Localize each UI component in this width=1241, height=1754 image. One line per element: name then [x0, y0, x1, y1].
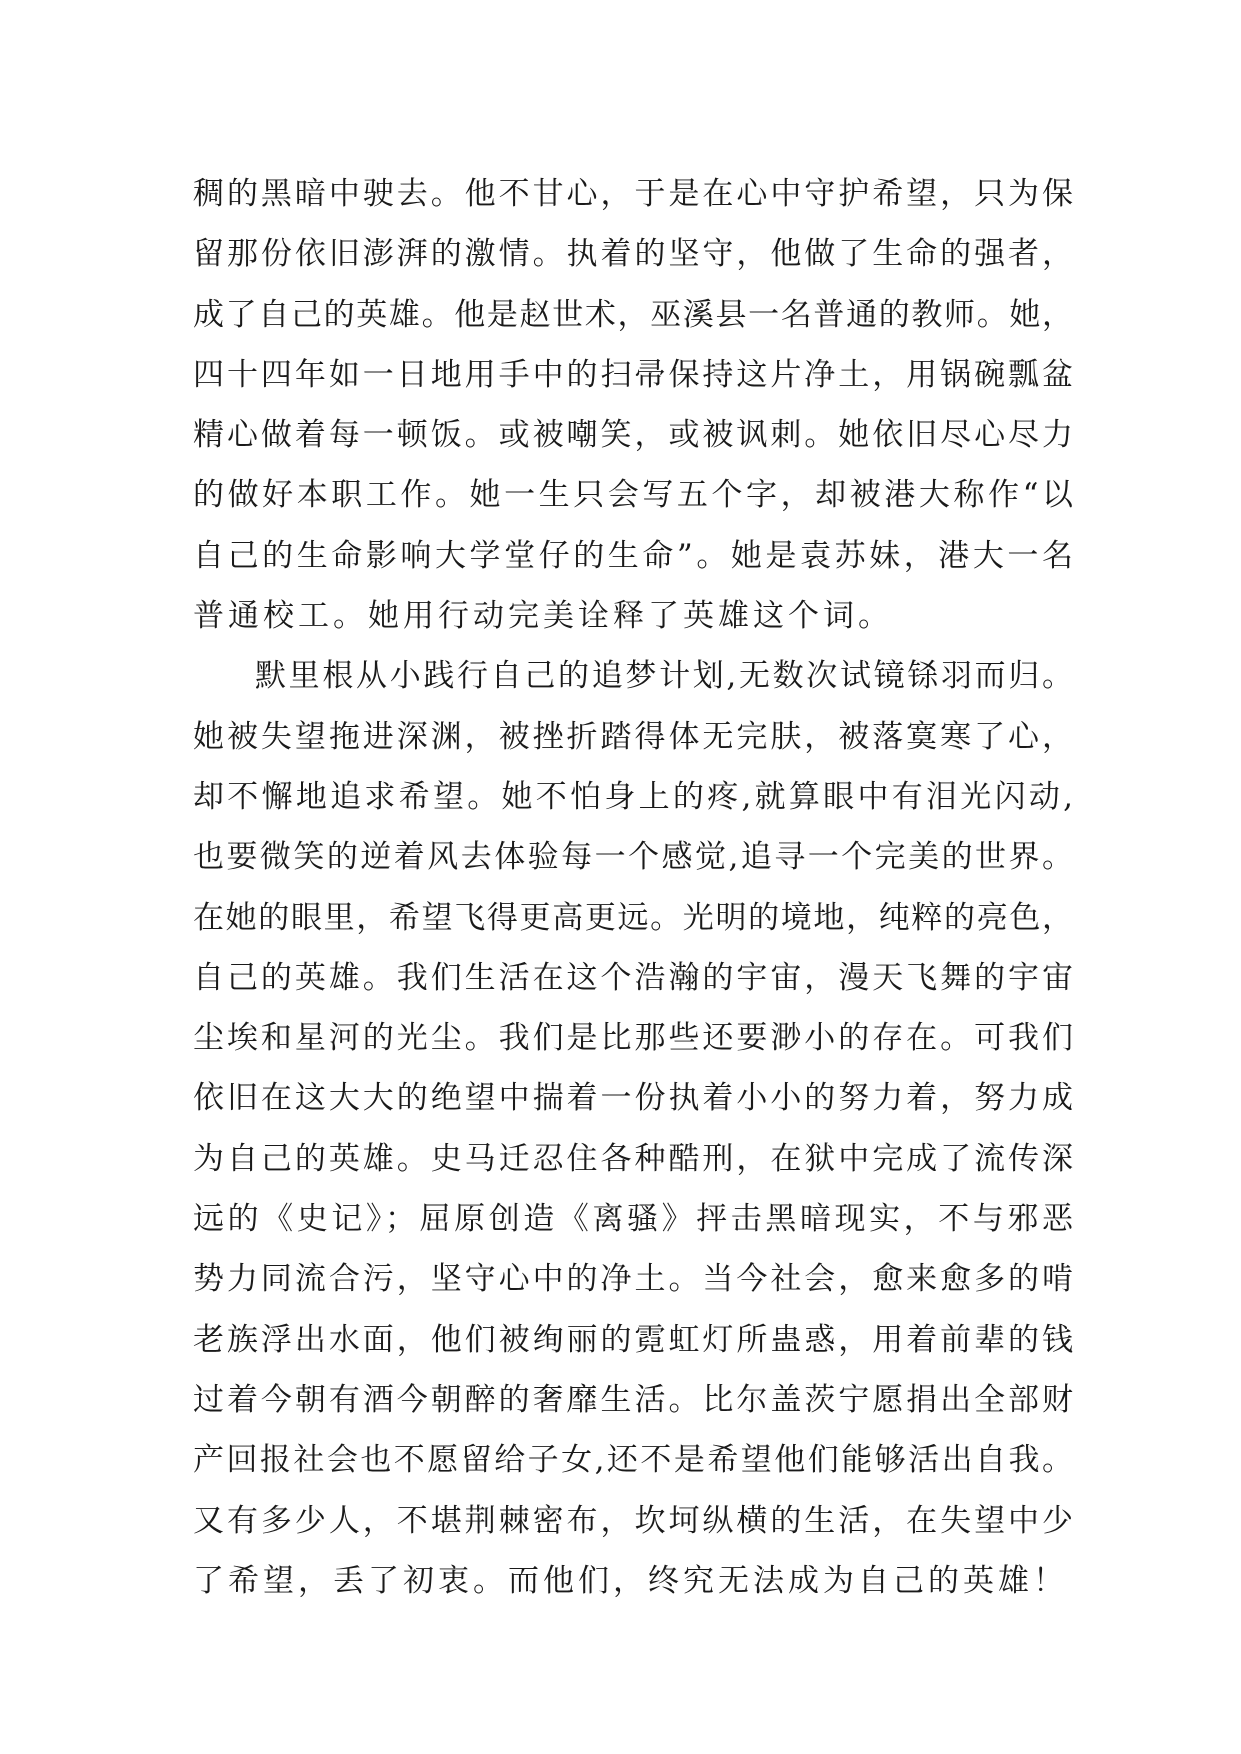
paragraph-first-line: 默里根从小践行自己的追梦计划,无数次试镜铩羽而归。 — [255, 658, 1073, 695]
text-line: 依旧在这大大的绝望中揣着一份执着小小的努力着，努力成 — [193, 1080, 1073, 1117]
text-line: 四十四年如一日地用手中的扫帚保持这片净土，用锅碗瓢盆 — [193, 356, 1073, 393]
text-line: 又有多少人，不堪荆棘密布，坎坷纵横的生活，在失望中少 — [193, 1502, 1073, 1539]
text-line: 自己的英雄。我们生活在这个浩瀚的宇宙，漫天飞舞的宇宙 — [193, 959, 1073, 996]
text-line: 精心做着每一顿饭。或被嘲笑，或被讽刺。她依旧尽心尽力 — [193, 417, 1073, 454]
text-line: 留那份依旧澎湃的激情。执着的坚守，他做了生命的强者， — [193, 236, 1073, 273]
text-line: 稠的黑暗中驶去。他不甘心，于是在心中守护希望，只为保 — [193, 176, 1073, 212]
text-line: 普通校工。她用行动完美诠释了英雄这个词。 — [193, 598, 893, 635]
text-line: 却不懈地追求希望。她不怕身上的疼,就算眼中有泪光闪动, — [193, 778, 1073, 815]
body-text — [193, 164, 1073, 1611]
text-line: 远的《史记》；屈原创造《离骚》抨击黑暗现实，不与邪恶 — [193, 1201, 1073, 1238]
text-line: 为自己的英雄。史马迁忍住各种酷刑，在狱中完成了流传深 — [193, 1140, 1073, 1177]
text-line: 自己的生命影响大学堂仔的生命”。她是袁苏妹，港大一名 — [193, 537, 1073, 574]
text-line: 在她的眼里，希望飞得更高更远。光明的境地，纯粹的亮色， — [193, 899, 1073, 936]
text-line: 的做好本职工作。她一生只会写五个字，却被港大称作“以 — [193, 477, 1073, 514]
text-line: 成了自己的英雄。他是赵世术，巫溪县一名普通的教师。她， — [193, 296, 1073, 333]
text-line: 势力同流合污，坚守心中的净土。当今社会，愈来愈多的啃 — [193, 1261, 1073, 1298]
text-line: 尘埃和星河的光尘。我们是比那些还要渺小的存在。可我们 — [193, 1020, 1073, 1057]
text-line: 她被失望拖进深渊，被挫折踏得体无完肤，被落寞寒了心， — [193, 718, 1073, 755]
text-line: 了希望，丢了初衷。而他们，终究无法成为自己的英雄！ — [193, 1562, 1068, 1599]
text-line: 老族浮出水面，他们被绚丽的霓虹灯所蛊惑，用着前辈的钱 — [193, 1321, 1073, 1358]
text-line: 过着今朝有酒今朝醉的奢靡生活。比尔盖茨宁愿捐出全部财 — [193, 1381, 1073, 1418]
text-line: 也要微笑的逆着风去体验每一个感觉,追寻一个完美的世界。 — [193, 839, 1073, 876]
text-line: 产回报社会也不愿留给子女,还不是希望他们能够活出自我。 — [193, 1442, 1073, 1479]
